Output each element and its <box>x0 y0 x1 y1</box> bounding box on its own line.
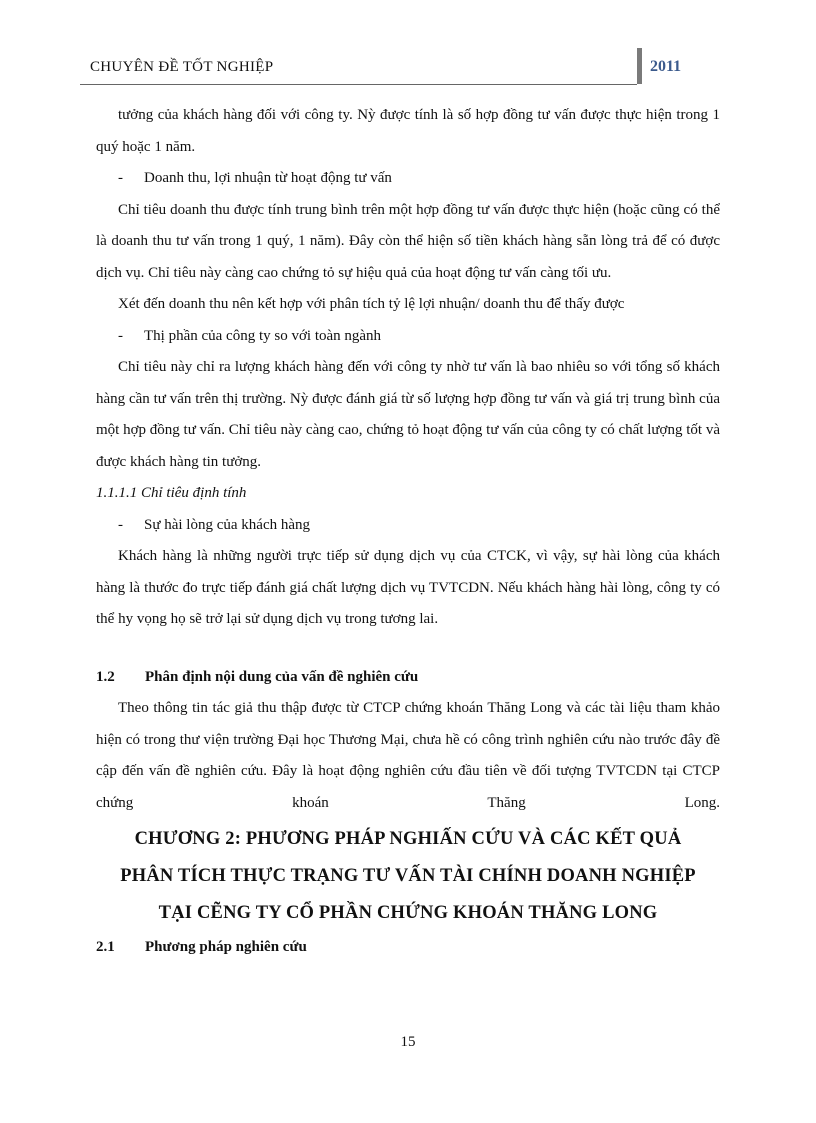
chapter-title-line-1: CHƯƠNG 2: PHƯƠNG PHÁP NGHIẤN CỨU VÀ CÁC KẾT QUẢ <box>134 829 682 849</box>
header-separator <box>637 48 642 84</box>
bullet-text: Doanh thu, lợi nhuận từ hoạt động tư vấn <box>144 170 392 186</box>
paragraph-market-share: Chỉ tiêu này chỉ ra lượng khách hàng đến với công ty nhờ tư vấn là bao nhiêu so với tổng số khách hàng cần tư vấn trên thị trường. Nỳ được đánh giá từ số lượng hợp đồng tư vấn và giá trị trung bình của một hợp đồng tư vấn. Chỉ tiêu này càng cao, chứng tỏ hoạt động tư vấn của công ty có chất lượng tốt và được khách hàng tin tưởng. <box>96 359 720 470</box>
header-year: 2011 <box>650 58 682 75</box>
section-title: Phương pháp nghiên cứu <box>145 939 307 955</box>
chapter-title-line-2: PHÂN TÍCH THỰC TRẠNG TƯ VẤN TÀI CHÍNH DOANH NGHIỆP <box>120 866 696 886</box>
section-heading-1-2 <box>96 662 720 694</box>
bullet-text: Sự hài lòng của khách hàng <box>144 516 311 533</box>
bullet-revenue-profit <box>96 163 720 195</box>
chapter-title <box>96 821 720 932</box>
section-number: 2.1 <box>96 939 115 955</box>
paragraph-satisfaction: Khách hàng là những người trực tiếp sử dụng dịch vụ của CTCK, vì vậy, sự hài lòng của khách hàng là thước đo trực tiếp đánh giá chất lượng dịch vụ TVTCDN. Nếu khách hàng hài lòng, công ty có thể hy vọng họ sẽ trở lại sử dụng dịch vụ trong tương lai. <box>96 548 720 627</box>
spacer <box>96 636 720 662</box>
section-heading-2-1 <box>96 932 720 964</box>
section-title: Phân định nội dung của vấn đề nghiên cứu <box>145 668 419 685</box>
paragraph-revenue-indicator: Chỉ tiêu doanh thu được tính trung bình trên một hợp đồng tư vấn được thực hiện (hoặc cũng có thể là doanh thu tư vấn trong 1 quý, 1 năm). Đây còn thể hiện số tiền khách hàng sẵn lòng trả để có được dịch vụ. Chỉ tiêu này càng cao chứng tỏ sự hiệu quả của hoạt động tư vấn càng tối ưu. <box>96 201 720 281</box>
bullet-market-share <box>96 321 720 353</box>
paragraph-revenue-note: Xét đến doanh thu nên kết hợp với phân tích tỷ lệ lợi nhuận/ doanh thu để thấy được <box>118 296 625 312</box>
bullet-dash: - <box>118 516 123 533</box>
bullet-dash: - <box>118 170 123 186</box>
chapter-title-line-3: TẠI CẼNG TY CỔ PHẦN CHỨNG KHOÁN THĂNG LONG <box>158 903 658 923</box>
subheading-qualitative: 1.1.1.1 Chỉ tiêu định tính <box>96 485 247 501</box>
header-title: CHUYÊN ĐỀ TỐT NGHIỆP <box>90 59 274 75</box>
bullet-text: Thị phần của công ty so với toàn ngành <box>144 327 382 344</box>
paragraph-research-content: Theo thông tin tác giả thu thập được từ CTCP chứng khoán Thăng Long và các tài liệu tham khảo hiện có trong thư viện trường Đại học Thương Mại, chưa hề có công trình nghiên cứu nào trước đây đề cập đến vấn đề nghiên cứu. Đây là hoạt động nghiên cứu đầu tiên về đối tượng TVTCDN tại CTCP chứng khoán Thăng Long. <box>96 700 720 811</box>
header-rule <box>80 84 637 85</box>
page-number: 15 <box>400 1034 416 1050</box>
paragraph-customer-trust: tưởng của khách hàng đối với công ty. Nỳ được tính là số hợp đồng tư vấn được thực hiện trong 1 quý hoặc 1 năm. <box>96 107 720 155</box>
section-number: 1.2 <box>96 668 115 685</box>
page-header <box>80 48 737 88</box>
bullet-satisfaction <box>96 510 720 542</box>
document-body <box>96 100 720 964</box>
bullet-dash: - <box>118 327 123 344</box>
